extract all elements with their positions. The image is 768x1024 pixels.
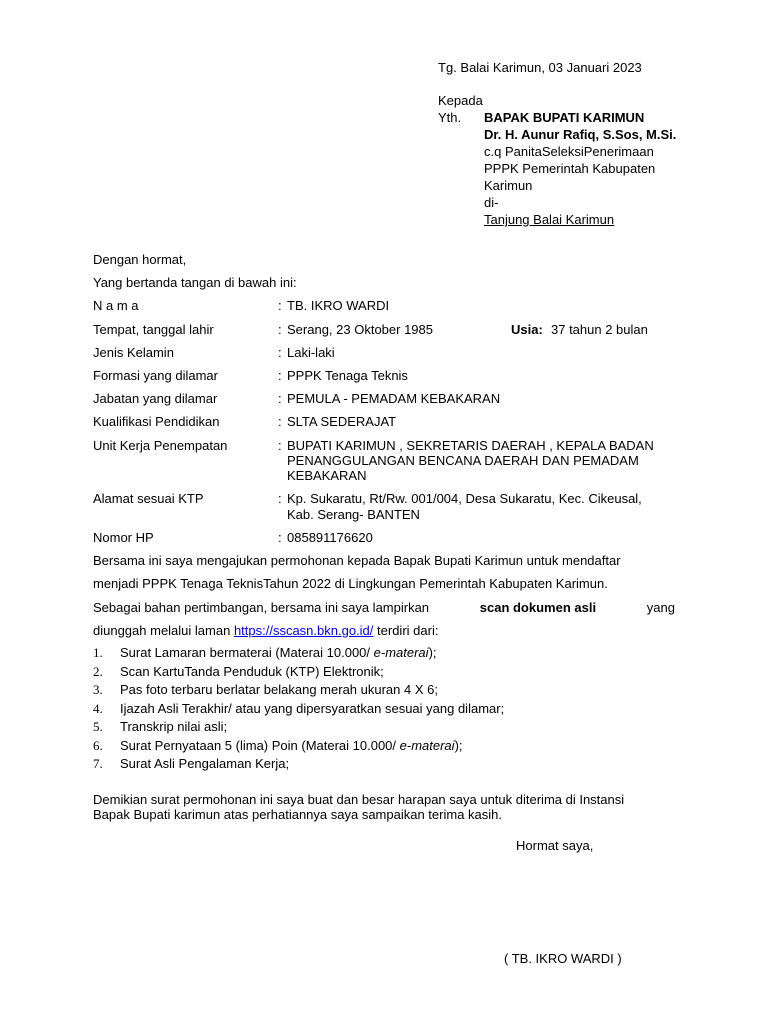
place-date: Tg. Balai Karimun, 03 Januari 2023	[438, 60, 642, 75]
list-text: Surat Lamaran bermaterai (Materai 10.000/	[120, 645, 374, 660]
list-item	[93, 756, 289, 772]
list-text: Transkrip nilai asli;	[120, 719, 228, 734]
signature-name: ( TB. IKRO WARDI )	[504, 951, 622, 966]
field-value-unit-line-1: BUPATI KARIMUN , SEKRETARIS DAERAH , KEPALA BADAN	[287, 438, 654, 453]
list-item	[93, 738, 463, 754]
field-colon: :	[278, 298, 282, 313]
kepada-label: Kepada	[438, 93, 483, 108]
body-line-3	[93, 600, 675, 616]
field-colon: :	[278, 345, 282, 360]
field-value-jk: Laki-laki	[287, 345, 335, 360]
field-value-unit-line-2: PENANGGULANGAN BENCANA DAERAH DAN PEMADAM	[287, 453, 639, 468]
list-number: 6.	[93, 737, 103, 753]
yth-label: Yth.	[438, 110, 462, 125]
list-number: 2.	[93, 663, 103, 679]
field-label-formasi: Formasi yang dilamar	[93, 368, 218, 383]
scan-dokumen-bold: scan dokumen asli	[479, 600, 597, 615]
field-colon: :	[278, 414, 282, 429]
field-label-jk: Jenis Kelamin	[93, 345, 174, 360]
body-line-3-text: Sebagai bahan pertimbangan, bersama ini saya lampirkan	[93, 600, 430, 615]
list-text-italic: e-materai	[373, 645, 429, 660]
field-label-alamat: Alamat sesuai KTP	[93, 491, 204, 506]
closing-line-2: Bapak Bupati karimun atas perhatiannya saya sampaikan terima kasih.	[93, 807, 502, 822]
body-line-1: Bersama ini saya mengajukan permohonan kepada Bapak Bupati Karimun untuk mendaftar	[93, 553, 621, 568]
body-line-4-end: terdiri dari:	[377, 623, 439, 638]
cq-line-3: Karimun	[484, 178, 533, 193]
field-colon: :	[278, 391, 282, 406]
usia-label: Usia:	[511, 322, 543, 337]
list-item	[93, 701, 504, 717]
list-item	[93, 682, 438, 698]
field-colon: :	[278, 438, 282, 453]
field-value-kualifikasi: SLTA SEDERAJAT	[287, 414, 397, 429]
list-item	[93, 719, 227, 735]
list-text: Ijazah Asli Terakhir/ atau yang dipersyaratkan sesuai yang dilamar;	[120, 700, 505, 716]
sscasn-link[interactable]: https://sscasn.bkn.go.id/	[233, 623, 374, 638]
field-value-alamat-line-2: Kab. Serang- BANTEN	[287, 507, 420, 522]
list-text-end: );	[428, 645, 437, 660]
di-label: di-	[484, 195, 499, 210]
field-colon: :	[278, 530, 282, 545]
cq-line-2: PPPK Pemerintah Kabupaten	[484, 161, 656, 176]
cq-line-1: c.q PanitaSeleksiPenerimaan	[484, 144, 654, 159]
field-label-kualifikasi: Kualifikasi Pendidikan	[93, 414, 220, 429]
list-text-italic: e-materai	[399, 737, 455, 753]
body-line-2: menjadi PPPK Tenaga TeknisTahun 2022 di Lingkungan Pemerintah Kabupaten Karimun.	[93, 576, 608, 591]
list-number: 1.	[93, 645, 103, 660]
recipient-title: BAPAK BUPATI KARIMUN	[484, 110, 645, 125]
body-line-4-text: diunggah melalui laman	[93, 623, 231, 638]
field-label-unit: Unit Kerja Penempatan	[93, 438, 228, 453]
hormat-saya: Hormat saya,	[516, 838, 594, 853]
field-value-hp: 085891176620	[287, 530, 373, 545]
field-value-nama: TB. IKRO WARDI	[287, 298, 390, 313]
list-item	[93, 645, 437, 661]
list-number: 4.	[93, 700, 103, 716]
list-text: Scan KartuTanda Penduduk (KTP) Elektronik;	[120, 663, 384, 679]
recipient-city: Tanjung Balai Karimun	[484, 212, 615, 227]
field-label-hp: Nomor HP	[93, 530, 154, 545]
field-value-jabatan: PEMULA - PEMADAM KEBAKARAN	[287, 391, 501, 406]
body-line-4	[93, 623, 438, 639]
list-number: 5.	[93, 719, 103, 734]
field-colon: :	[278, 491, 282, 506]
intro-text: Yang bertanda tangan di bawah ini:	[93, 275, 297, 290]
field-value-formasi: PPPK Tenaga Teknis	[287, 368, 408, 383]
field-value-unit-line-3: KEBAKARAN	[287, 468, 367, 483]
list-text: Surat Asli Pengalaman Kerja;	[120, 756, 290, 771]
list-text: Surat Pernyataan 5 (lima) Poin (Materai 10.000/	[120, 737, 400, 753]
list-text-end: );	[454, 737, 463, 753]
list-text: Pas foto terbaru berlatar belakang merah ukuran 4 X 6;	[120, 682, 438, 697]
field-colon: :	[278, 368, 282, 383]
field-label-ttl: Tempat, tanggal lahir	[93, 322, 214, 337]
recipient-name: Dr. H. Aunur Rafiq, S.Sos, M.Si.	[484, 127, 677, 142]
field-colon: :	[278, 322, 282, 337]
field-value-ttl: Serang, 23 Oktober 1985	[287, 322, 433, 337]
field-label-nama: N a m a	[93, 298, 139, 313]
list-item	[93, 664, 384, 680]
closing-line-1: Demikian surat permohonan ini saya buat dan besar harapan saya untuk diterima di Instansi	[93, 792, 625, 807]
usia-value: 37 tahun 2 bulan	[551, 322, 648, 337]
list-number: 3.	[93, 682, 103, 697]
field-label-jabatan: Jabatan yang dilamar	[93, 391, 218, 406]
list-number: 7.	[93, 756, 103, 771]
field-value-alamat-line-1: Kp. Sukaratu, Rt/Rw. 001/004, Desa Sukaratu, Kec. Cikeusal,	[287, 491, 642, 506]
body-line-3-end: yang	[646, 600, 675, 615]
greeting: Dengan hormat,	[93, 252, 187, 267]
